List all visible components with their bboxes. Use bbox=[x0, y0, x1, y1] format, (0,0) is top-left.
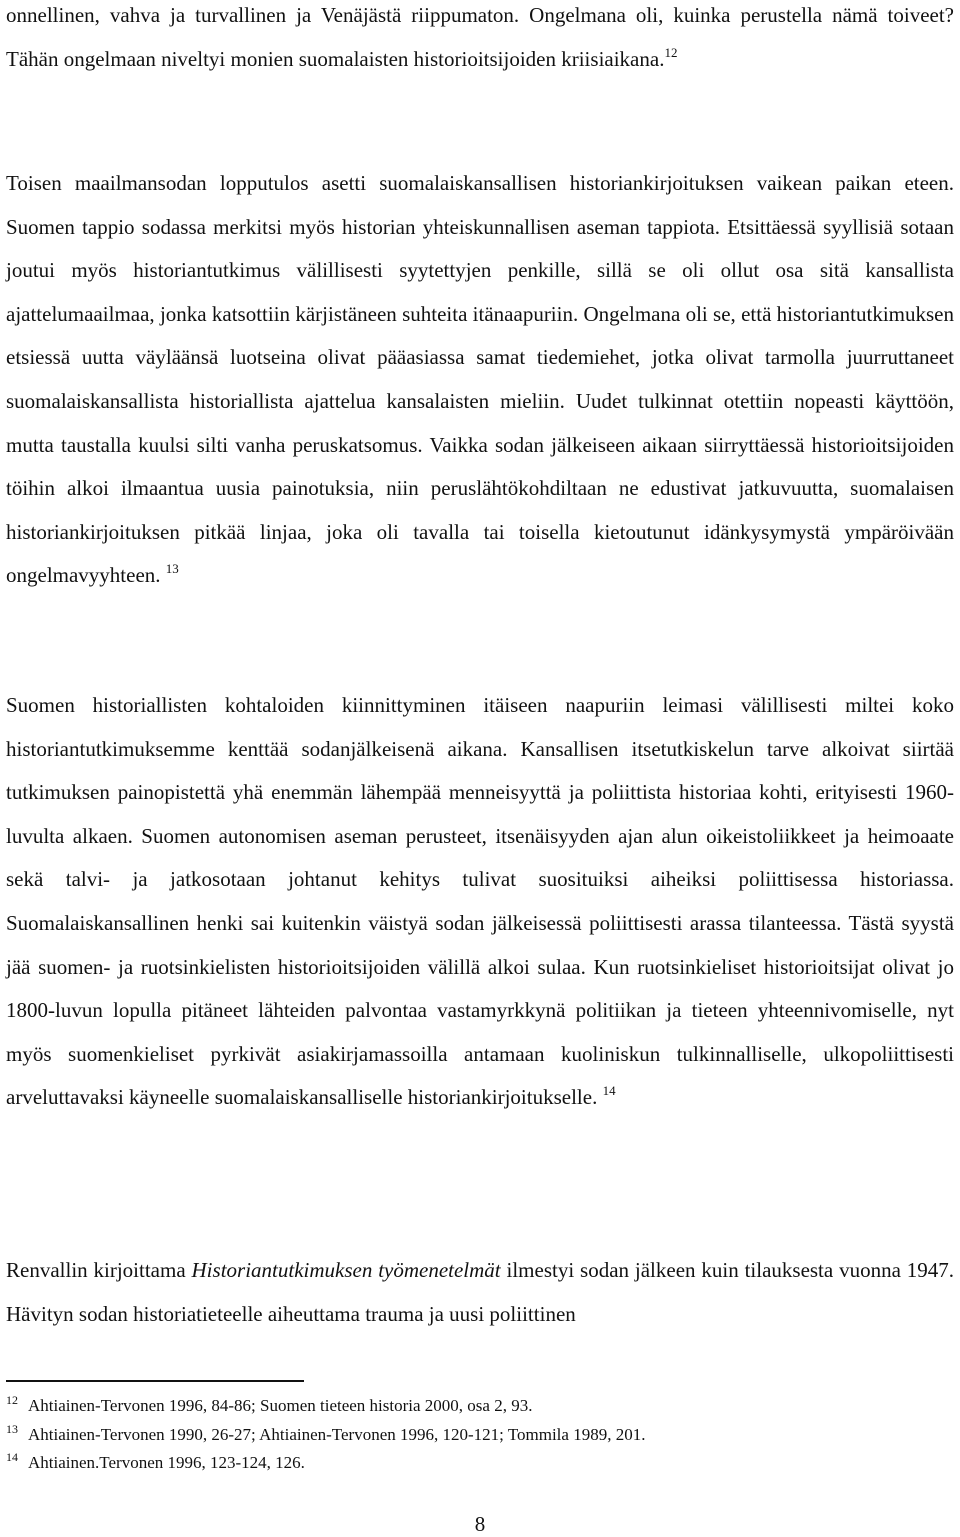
paragraph-1 bbox=[6, 0, 954, 81]
footnote-divider bbox=[6, 1380, 304, 1382]
paragraph-3 bbox=[6, 684, 954, 1120]
footnote-number: 12 bbox=[6, 1393, 18, 1407]
footnote-number: 14 bbox=[6, 1450, 18, 1464]
footnotes bbox=[6, 1389, 954, 1475]
paragraph-4-text-end: ilmestyi sodan jälkeen kuin tilauksesta vuonna 1947. Hävityn sodan historiatieteelle aiheuttama trauma ja uusi poliittinen bbox=[6, 1258, 955, 1326]
footnote-ref-12: 12 bbox=[664, 44, 678, 60]
footnote-text: Ahtiainen.Tervonen 1996, 123-124, 126. bbox=[28, 1453, 305, 1472]
footnote-ref-14: 14 bbox=[602, 1083, 616, 1099]
paragraph-4-text-start: Renvallin kirjoittama bbox=[6, 1258, 192, 1282]
footnote-text: Ahtiainen-Tervonen 1996, 84-86; Suomen tieteen historia 2000, osa 2, 93. bbox=[28, 1396, 533, 1415]
footnote-number: 13 bbox=[6, 1421, 18, 1436]
footnote-13 bbox=[6, 1418, 954, 1447]
footnote-text: Ahtiainen-Tervonen 1990, 26-27; Ahtiainen-Tervonen 1996, 120-121; Tommila 1989, 201. bbox=[28, 1424, 646, 1444]
paragraph-3-text: Suomen historiallisten kohtaloiden kiinnittyminen itäiseen naapuriin leimasi välillisesti miltei koko historiantutkimuksemme kenttää sodanjälkeisenä aikana. Kansallisen itsetutkiskelun tarve alkoivat siirtää tutkimuksen painopistettä yhä enemmän lähempää menneisyyttä ja poliittista historiaa kohti, erityisesti 1960-luvulta alkaen. Suomen autonomisen aseman perusteet, itsenäisyyden ajan alun oikeistoliikkeet ja heimoaate sekä talvi- ja jatkosotaan johtanut kehitys tulivat suosituiksi aiheiksi poliittisessa historiassa. Suomalaiskansallinen henki sai kuitenkin väistyä sodan jälkeisessä poliittisesti arassa tilanteessa. Tästä syystä jää suomen- ja ruotsinkielisten historioitsijoiden välillä alkoi sulaa. Kun ruotsinkieliset historioitsijat olivat jo 1800-luvun lopulla pitäneet lähteiden palvontaa vastamyrkkynä politiikan ja tieteen yhteennivomiselle, nyt myös suomenkieliset pyrkivät asiakirjamassoilla antamaan kuoliniskun tulkinnalliselle, ulkopoliittisesti arveluttavaksi käyneelle suomalaiskansalliselle historiankirjoitukselle. bbox=[6, 693, 954, 1110]
paragraph-2-text: Toisen maailmansodan lopputulos asetti suomalaiskansallisen historiankirjoituksen vaikean paikan eteen. Suomen tappio sodassa merkitsi myös historian yhteiskunnallisen aseman tappiota. Etsittäessä syyllisiä sotaan joutui myös historiantutkimus välillisesti syytettyjen penkille, sillä se oli ollut osa sitä kansallista ajattelumaailmaa, jonka katsottiin kärjistäneen suhteita itänaapuriin. Ongelmana oli se, että historiantutkimuksen etsiessä uutta väyläänsä luotseina olivat pääasiassa samat tiedemiehet, jotka olivat tarmolla juurruttaneet suomalaiskansallista historiallista ajattelua kansalaisten mieliin. Uudet tulkinnat otettiin nopeasti käyttöön, mutta taustalla kuulsi silti vanha peruskatsomus. Vaikka sodan jälkeiseen aikaan siirryttäessä historioitsijoiden töihin alkoi ilmaantua uusia painotuksia, niin peruslähtökohdiltaan ne edustivat jatkuvuutta, suomalaisen historiankirjoituksen pitkää linjaa, joka oli tavalla tai toisella kietoutunut idänkysymystä ympäröivään ongelmavyyhteen. bbox=[6, 171, 954, 588]
footnote-ref-13: 13 bbox=[165, 561, 179, 577]
footnote-12 bbox=[6, 1389, 954, 1418]
paragraph-4 bbox=[6, 1249, 954, 1336]
footnote-14 bbox=[6, 1446, 954, 1475]
paragraph-2 bbox=[6, 162, 954, 598]
book-title: Historiantutkimuksen työmenetelmät bbox=[191, 1258, 501, 1282]
paragraph-1-text: onnellinen, vahva ja turvallinen ja Venäjästä riippumaton. Ongelmana oli, kuinka perustella nämä toiveet? Tähän ongelmaan niveltyi monien suomalaisten historioitsijoiden kriisiaikana. bbox=[6, 3, 954, 71]
page-number: 8 bbox=[474, 1512, 486, 1536]
